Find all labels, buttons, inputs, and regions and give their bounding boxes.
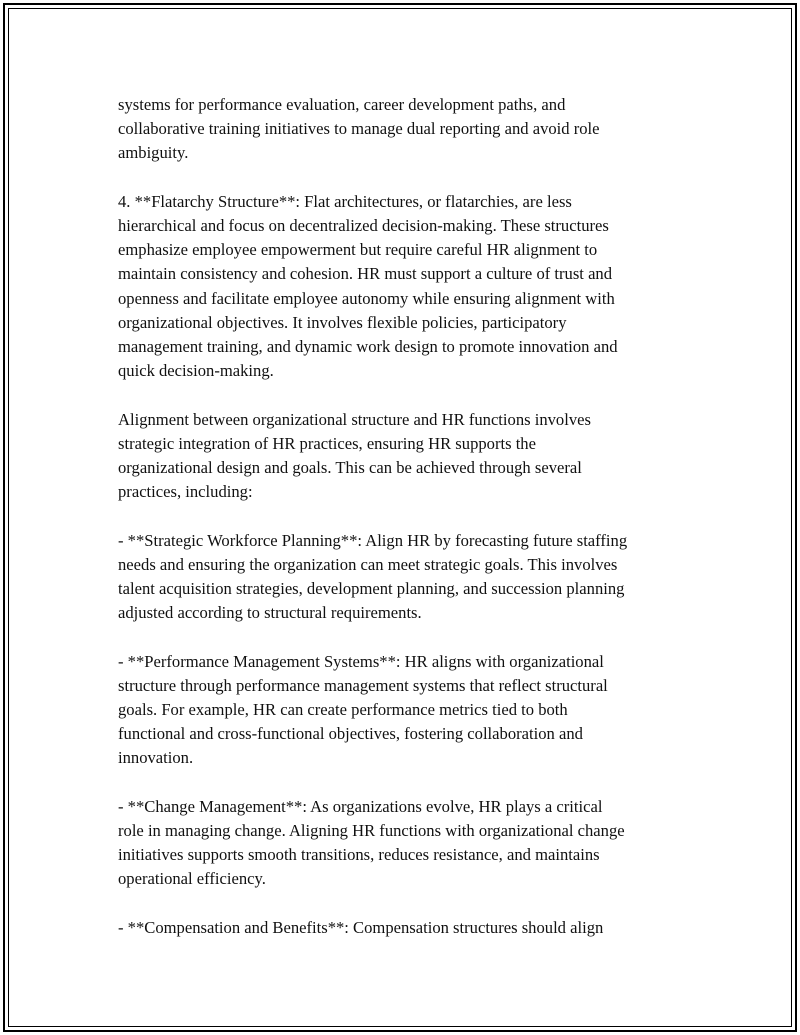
paragraph-compensation-benefits: - **Compensation and Benefits**: Compensation structures should align xyxy=(118,917,604,937)
paragraph-flatarchy-structure: 4. **Flatarchy Structure**: Flat architectures, or flatarchies, are less hierarchical and focus on decentralized decision-making. These structures emphasize employee empowerment but require careful HR alignment to maintain consistency and cohesion. HR must support a culture of trust and openness and facilitate employee autonomy while ensuring alignment with organizational objectives. It involves flexible policies, participatory management training, and dynamic work design to promote innovation and quick decision-making. xyxy=(118,191,618,381)
paragraph-performance-management: - **Performance Management Systems**: HR aligns with organizational structure through performance management systems that reflect structural goals. For example, HR can create performance metrics tied to both functional and cross-functional objectives, fostering collaboration and innovation. xyxy=(118,651,608,768)
paragraph-workforce-planning: - **Strategic Workforce Planning**: Align HR by forecasting future staffing needs and ensuring the organization can meet strategic goals. This involves talent acquisition strategies, development planning, and succession planning adjusted according to structural requirements. xyxy=(118,530,628,623)
paragraph-matrix-continuation: systems for performance evaluation, career development paths, and collaborative training initiatives to manage dual reporting and avoid role ambiguity. xyxy=(118,95,600,163)
paragraph-change-management: - **Change Management**: As organizations evolve, HR plays a critical role in managing change. Aligning HR functions with organizational change initiatives supports smooth transitions, reduces resistance, and maintains operational efficiency. xyxy=(118,796,625,889)
document-body xyxy=(118,93,698,964)
paragraph-alignment-intro: Alignment between organizational structure and HR functions involves strategic integration of HR practices, ensuring HR supports the organizational design and goals. This can be achieved through several practices, including: xyxy=(118,409,591,502)
